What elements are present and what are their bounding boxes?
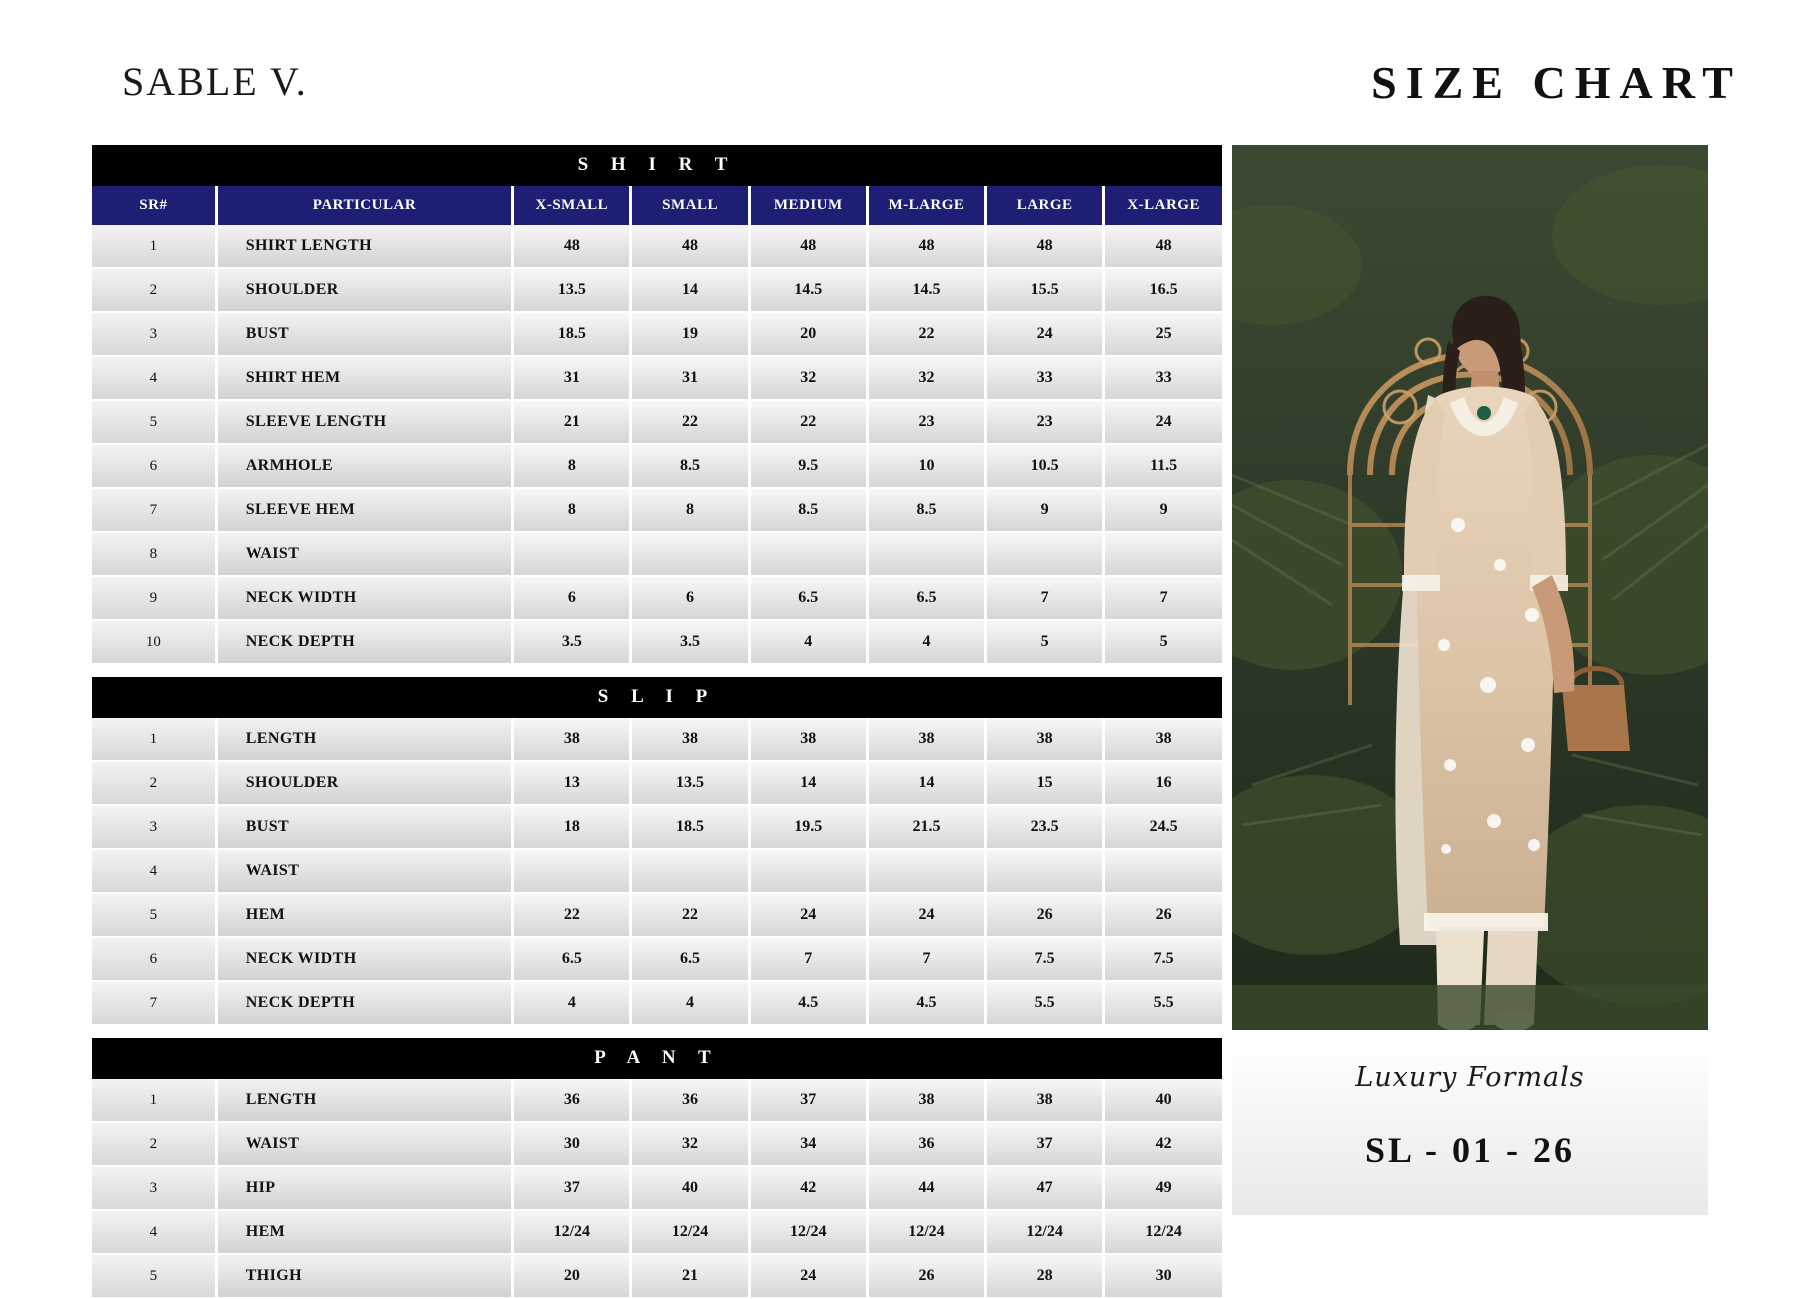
cell-medium: [749, 849, 867, 893]
cell-sr: 3: [92, 312, 216, 356]
right-panel: [1232, 145, 1708, 1205]
cell-mlarge: 10: [867, 444, 985, 488]
table-row: [92, 576, 1222, 620]
cell-small: 8.5: [631, 444, 749, 488]
cell-particular: HEM: [216, 1210, 513, 1254]
cell-medium: 9.5: [749, 444, 867, 488]
cell-xlarge: 25: [1104, 312, 1222, 356]
table-row: [92, 1254, 1222, 1298]
cell-mlarge: 14: [867, 761, 985, 805]
cell-medium: 12/24: [749, 1210, 867, 1254]
table-row: [92, 532, 1222, 576]
cell-mlarge: 4.5: [867, 981, 985, 1025]
cell-particular: NECK WIDTH: [216, 937, 513, 981]
col-mlarge: M-LARGE: [867, 186, 985, 225]
cell-large: 15: [986, 761, 1104, 805]
cell-particular: WAIST: [216, 1122, 513, 1166]
cell-large: 47: [986, 1166, 1104, 1210]
cell-particular: ARMHOLE: [216, 444, 513, 488]
cell-medium: 7: [749, 937, 867, 981]
cell-medium: 48: [749, 225, 867, 268]
cell-large: 26: [986, 893, 1104, 937]
cell-small: 22: [631, 400, 749, 444]
cell-small: 6.5: [631, 937, 749, 981]
cell-xsmall: 13: [513, 761, 631, 805]
cell-large: 5: [986, 620, 1104, 664]
cell-small: 14: [631, 268, 749, 312]
cell-small: 18.5: [631, 805, 749, 849]
col-sr: SR#: [92, 186, 216, 225]
table-row: [92, 444, 1222, 488]
cell-large: 15.5: [986, 268, 1104, 312]
cell-xsmall: 37: [513, 1166, 631, 1210]
cell-xsmall: 6: [513, 576, 631, 620]
cell-particular: SHOULDER: [216, 268, 513, 312]
section-header-slip: S L I P: [92, 677, 1222, 718]
cell-xsmall: 31: [513, 356, 631, 400]
cell-sr: 5: [92, 1254, 216, 1298]
cell-large: 9: [986, 488, 1104, 532]
cell-xlarge: 5.5: [1104, 981, 1222, 1025]
cell-medium: 4: [749, 620, 867, 664]
cell-sr: 8: [92, 532, 216, 576]
cell-mlarge: 38: [867, 1079, 985, 1122]
cell-xlarge: 7: [1104, 576, 1222, 620]
table-row: [92, 356, 1222, 400]
cell-small: 19: [631, 312, 749, 356]
collection-name: Luxury Formals: [1355, 1062, 1585, 1093]
cell-particular: SHIRT LENGTH: [216, 225, 513, 268]
cell-large: 5.5: [986, 981, 1104, 1025]
table-row: [92, 805, 1222, 849]
cell-particular: SHIRT HEM: [216, 356, 513, 400]
cell-xlarge: 42: [1104, 1122, 1222, 1166]
cell-xlarge: 26: [1104, 893, 1222, 937]
cell-medium: 24: [749, 1254, 867, 1298]
table-row: [92, 488, 1222, 532]
cell-particular: SLEEVE LENGTH: [216, 400, 513, 444]
cell-xlarge: 9: [1104, 488, 1222, 532]
cell-xlarge: 7.5: [1104, 937, 1222, 981]
size-tables: [92, 145, 1222, 1299]
cell-sr: 6: [92, 937, 216, 981]
cell-large: 10.5: [986, 444, 1104, 488]
cell-mlarge: 8.5: [867, 488, 985, 532]
cell-xlarge: 5: [1104, 620, 1222, 664]
cell-mlarge: 24: [867, 893, 985, 937]
cell-xsmall: 38: [513, 718, 631, 761]
cell-xlarge: 16.5: [1104, 268, 1222, 312]
table-row: [92, 400, 1222, 444]
cell-xlarge: [1104, 532, 1222, 576]
cell-xsmall: 3.5: [513, 620, 631, 664]
col-medium: MEDIUM: [749, 186, 867, 225]
cell-large: [986, 849, 1104, 893]
cell-large: 37: [986, 1122, 1104, 1166]
cell-sr: 3: [92, 1166, 216, 1210]
section-header-shirt: S H I R T: [92, 145, 1222, 186]
cell-xsmall: 18.5: [513, 312, 631, 356]
col-particular: PARTICULAR: [216, 186, 513, 225]
cell-particular: NECK DEPTH: [216, 620, 513, 664]
cell-mlarge: 48: [867, 225, 985, 268]
cell-sr: 5: [92, 893, 216, 937]
cell-small: 22: [631, 893, 749, 937]
cell-particular: SHOULDER: [216, 761, 513, 805]
cell-mlarge: 26: [867, 1254, 985, 1298]
cell-medium: 14.5: [749, 268, 867, 312]
cell-sr: 4: [92, 1210, 216, 1254]
cell-sr: 7: [92, 981, 216, 1025]
cell-sr: 7: [92, 488, 216, 532]
cell-xsmall: 12/24: [513, 1210, 631, 1254]
cell-small: 38: [631, 718, 749, 761]
collection-caption-box: [1232, 1040, 1708, 1215]
cell-medium: 6.5: [749, 576, 867, 620]
cell-particular: LENGTH: [216, 1079, 513, 1122]
cell-xsmall: 6.5: [513, 937, 631, 981]
cell-small: 36: [631, 1079, 749, 1122]
table-slip: [92, 718, 1222, 1026]
table-row: [92, 849, 1222, 893]
cell-large: 38: [986, 718, 1104, 761]
cell-small: 40: [631, 1166, 749, 1210]
cell-medium: 8.5: [749, 488, 867, 532]
cell-large: 7: [986, 576, 1104, 620]
cell-sr: 3: [92, 805, 216, 849]
design-code: SL - 01 - 26: [1364, 1130, 1576, 1170]
cell-large: 24: [986, 312, 1104, 356]
cell-xsmall: 4: [513, 981, 631, 1025]
cell-medium: [749, 532, 867, 576]
cell-mlarge: [867, 849, 985, 893]
cell-sr: 5: [92, 400, 216, 444]
table-pant: [92, 1079, 1222, 1299]
cell-particular: HIP: [216, 1166, 513, 1210]
cell-large: 48: [986, 225, 1104, 268]
cell-mlarge: 12/24: [867, 1210, 985, 1254]
cell-medium: 19.5: [749, 805, 867, 849]
section-gap: [92, 665, 1222, 677]
model-photo: [1232, 145, 1708, 1030]
table-row: [92, 225, 1222, 268]
cell-large: 38: [986, 1079, 1104, 1122]
table-row: [92, 1122, 1222, 1166]
cell-small: 21: [631, 1254, 749, 1298]
table-row: [92, 268, 1222, 312]
table-shirt: [92, 186, 1222, 665]
table-row: [92, 1079, 1222, 1122]
cell-sr: 1: [92, 225, 216, 268]
cell-xsmall: 48: [513, 225, 631, 268]
cell-small: 32: [631, 1122, 749, 1166]
cell-sr: 1: [92, 718, 216, 761]
cell-xlarge: 33: [1104, 356, 1222, 400]
cell-mlarge: 14.5: [867, 268, 985, 312]
cell-large: 12/24: [986, 1210, 1104, 1254]
cell-medium: 37: [749, 1079, 867, 1122]
cell-large: [986, 532, 1104, 576]
cell-particular: WAIST: [216, 532, 513, 576]
table-header-row: [92, 186, 1222, 225]
table-row: [92, 1166, 1222, 1210]
cell-small: 48: [631, 225, 749, 268]
col-small: SMALL: [631, 186, 749, 225]
table-row: [92, 981, 1222, 1025]
col-xlarge: X-LARGE: [1104, 186, 1222, 225]
cell-small: 12/24: [631, 1210, 749, 1254]
cell-sr: 1: [92, 1079, 216, 1122]
cell-sr: 2: [92, 761, 216, 805]
cell-mlarge: [867, 532, 985, 576]
table-row: [92, 312, 1222, 356]
cell-mlarge: 22: [867, 312, 985, 356]
cell-mlarge: 4: [867, 620, 985, 664]
table-row: [92, 761, 1222, 805]
table-row: [92, 1210, 1222, 1254]
cell-sr: 4: [92, 849, 216, 893]
section-gap: [92, 1026, 1222, 1038]
cell-small: [631, 532, 749, 576]
cell-xsmall: [513, 849, 631, 893]
cell-xsmall: 22: [513, 893, 631, 937]
cell-xsmall: 30: [513, 1122, 631, 1166]
cell-xlarge: [1104, 849, 1222, 893]
cell-xlarge: 24.5: [1104, 805, 1222, 849]
cell-sr: 2: [92, 1122, 216, 1166]
cell-small: 13.5: [631, 761, 749, 805]
cell-sr: 9: [92, 576, 216, 620]
col-large: LARGE: [986, 186, 1104, 225]
cell-medium: 42: [749, 1166, 867, 1210]
col-xsmall: X-SMALL: [513, 186, 631, 225]
cell-xsmall: 8: [513, 488, 631, 532]
cell-large: 33: [986, 356, 1104, 400]
cell-mlarge: 21.5: [867, 805, 985, 849]
cell-mlarge: 44: [867, 1166, 985, 1210]
cell-xlarge: 24: [1104, 400, 1222, 444]
cell-xsmall: 8: [513, 444, 631, 488]
cell-medium: 34: [749, 1122, 867, 1166]
cell-medium: 38: [749, 718, 867, 761]
cell-xlarge: 12/24: [1104, 1210, 1222, 1254]
cell-sr: 10: [92, 620, 216, 664]
cell-particular: WAIST: [216, 849, 513, 893]
cell-xsmall: 21: [513, 400, 631, 444]
cell-small: 6: [631, 576, 749, 620]
cell-large: 7.5: [986, 937, 1104, 981]
cell-particular: LENGTH: [216, 718, 513, 761]
cell-particular: HEM: [216, 893, 513, 937]
cell-xsmall: 13.5: [513, 268, 631, 312]
cell-medium: 20: [749, 312, 867, 356]
page-title: SIZE CHART: [1371, 57, 1742, 108]
cell-medium: 22: [749, 400, 867, 444]
cell-xsmall: 20: [513, 1254, 631, 1298]
table-row: [92, 718, 1222, 761]
table-row: [92, 893, 1222, 937]
cell-xsmall: 18: [513, 805, 631, 849]
cell-particular: NECK DEPTH: [216, 981, 513, 1025]
cell-xlarge: 30: [1104, 1254, 1222, 1298]
cell-xsmall: 36: [513, 1079, 631, 1122]
cell-sr: 4: [92, 356, 216, 400]
cell-small: 3.5: [631, 620, 749, 664]
cell-mlarge: 38: [867, 718, 985, 761]
cell-xlarge: 48: [1104, 225, 1222, 268]
cell-small: 4: [631, 981, 749, 1025]
cell-xlarge: 49: [1104, 1166, 1222, 1210]
cell-large: 28: [986, 1254, 1104, 1298]
cell-xlarge: 40: [1104, 1079, 1222, 1122]
cell-xsmall: [513, 532, 631, 576]
cell-particular: BUST: [216, 805, 513, 849]
cell-small: 8: [631, 488, 749, 532]
cell-mlarge: 7: [867, 937, 985, 981]
cell-mlarge: 32: [867, 356, 985, 400]
model-photo-graphic: [1232, 145, 1708, 1030]
cell-particular: SLEEVE HEM: [216, 488, 513, 532]
table-row: [92, 937, 1222, 981]
cell-particular: THIGH: [216, 1254, 513, 1298]
cell-medium: 32: [749, 356, 867, 400]
table-row: [92, 620, 1222, 664]
cell-xlarge: 11.5: [1104, 444, 1222, 488]
cell-xlarge: 16: [1104, 761, 1222, 805]
cell-medium: 4.5: [749, 981, 867, 1025]
cell-small: [631, 849, 749, 893]
cell-medium: 24: [749, 893, 867, 937]
cell-sr: 6: [92, 444, 216, 488]
cell-small: 31: [631, 356, 749, 400]
cell-medium: 14: [749, 761, 867, 805]
cell-mlarge: 23: [867, 400, 985, 444]
cell-mlarge: 36: [867, 1122, 985, 1166]
section-header-pant: P A N T: [92, 1038, 1222, 1079]
cell-xlarge: 38: [1104, 718, 1222, 761]
brand-logo: SABLE V.: [122, 59, 308, 104]
cell-particular: BUST: [216, 312, 513, 356]
cell-particular: NECK WIDTH: [216, 576, 513, 620]
cell-large: 23.5: [986, 805, 1104, 849]
cell-large: 23: [986, 400, 1104, 444]
cell-mlarge: 6.5: [867, 576, 985, 620]
cell-sr: 2: [92, 268, 216, 312]
